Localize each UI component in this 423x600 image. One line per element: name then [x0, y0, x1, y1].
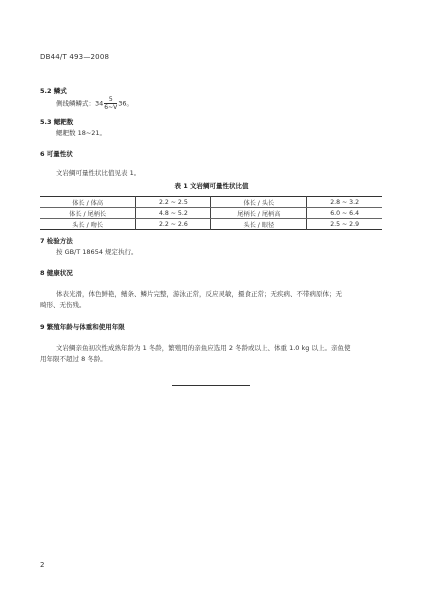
section-8-body-line1: 体表光滑，体色鲜艳，鳍条、鳞片完整，游泳正常，反应灵敏，摄食正常；无疾病、不带病原体；无	[56, 290, 342, 298]
table-row	[40, 208, 382, 219]
end-rule	[172, 385, 250, 386]
section-5-2-heading: 5.2 鳞式	[40, 87, 67, 95]
measurement-table	[40, 196, 382, 230]
table-cell: 头长 / 吻长	[40, 219, 136, 230]
section-9-body-line2: 用年限不超过 8 冬龄。	[40, 355, 107, 363]
table-cell: 尾柄长 / 尾柄高	[211, 208, 307, 219]
scale-formula-suffix: 36。	[118, 99, 134, 108]
document-code: DB44/T 493—2008	[40, 53, 110, 61]
scale-formula	[56, 96, 133, 111]
section-6-heading: 6 可量性状	[40, 150, 73, 158]
table-cell: 2.2 ~ 2.5	[136, 197, 211, 208]
table-cell: 体长 / 尾柄长	[40, 208, 136, 219]
section-8-body-line2: 畸形、无伤残。	[40, 301, 86, 309]
table-title: 表 1 文岩鲷可量性状比值	[174, 182, 249, 190]
table-cell: 体长 / 体高	[40, 197, 136, 208]
section-8-heading: 8 健康状况	[40, 269, 73, 277]
table-cell: 2.8 ~ 3.2	[307, 197, 382, 208]
section-9-body-line1: 文岩鲷亲鱼初次性成熟年龄为 1 冬龄，繁殖用的亲鱼应选用 2 冬龄或以上、体重 1.0 kg 以上。亲鱼使	[56, 344, 351, 352]
table-cell: 2.5 ~ 2.9	[330, 220, 360, 228]
section-9-heading: 9 繁殖年龄与体重和使用年限	[40, 323, 125, 331]
table-row	[40, 219, 382, 230]
fraction-numerator: 5	[104, 96, 117, 104]
table-cell: 4.8 ~ 5.2	[136, 208, 211, 219]
scale-formula-fraction	[104, 96, 117, 111]
table-cell: 6.0 ~ 6.4	[307, 208, 382, 219]
table-cell: 头长 / 眼径	[211, 219, 307, 230]
section-5-3-heading: 5.3 鳃耙数	[40, 118, 74, 126]
section-6-body: 文岩鲷可量性状比值见表 1。	[56, 169, 141, 177]
table-cell: 体长 / 头长	[211, 197, 307, 208]
section-7-body: 按 GB/T 18654 规定执行。	[56, 248, 138, 256]
table-cell: 2.2 ~ 2.6	[136, 219, 211, 230]
section-7-heading: 7 检验方法	[40, 237, 73, 245]
section-5-3-body: 鳃耙数 18~21。	[56, 129, 107, 137]
page-number: 2	[40, 561, 45, 569]
scale-formula-prefix: 侧线鳞鳞式：34	[56, 99, 104, 108]
table-row	[40, 197, 382, 208]
fraction-denominator: 6~V	[104, 104, 118, 111]
